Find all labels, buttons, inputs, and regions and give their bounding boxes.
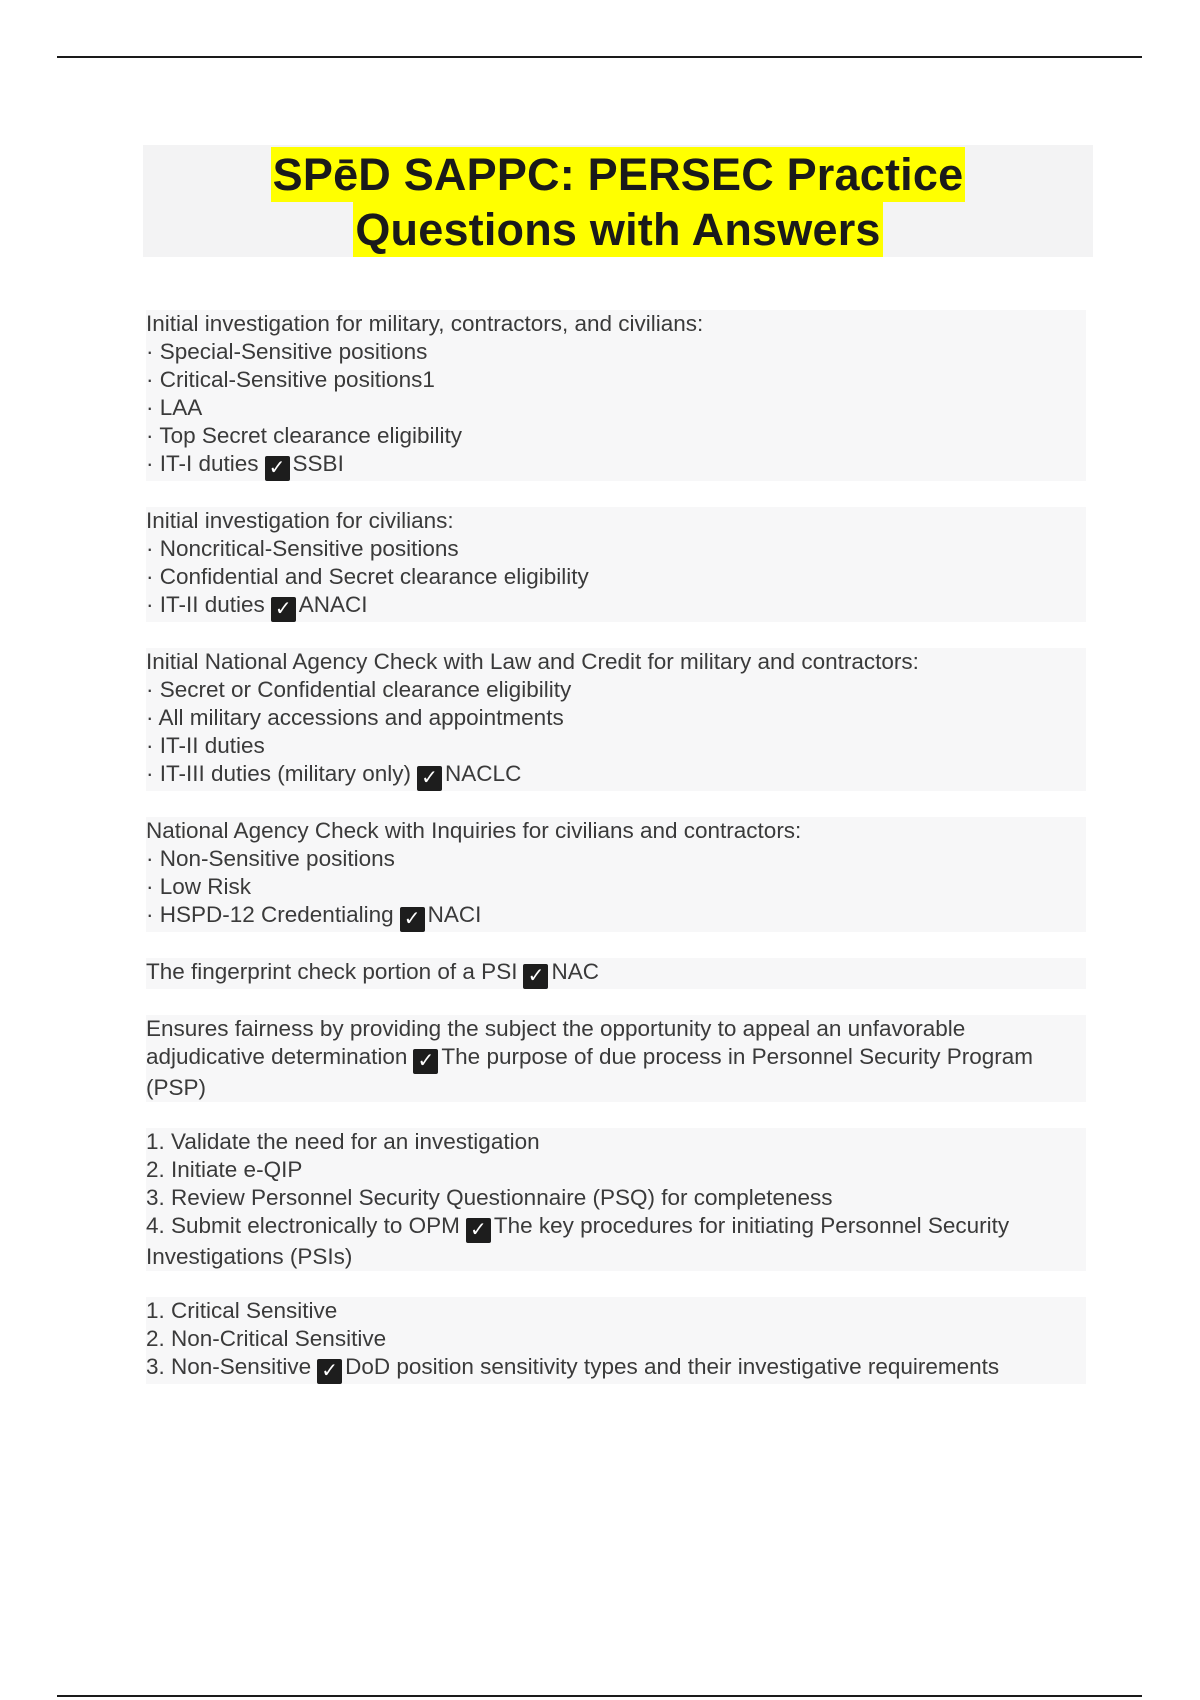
qa-item bbox=[146, 1015, 1096, 1102]
question-text: 1. Critical Sensitive bbox=[146, 1298, 338, 1323]
check-box-icon: ✓ bbox=[271, 597, 296, 622]
question-line bbox=[146, 1297, 1076, 1325]
qa-text bbox=[146, 817, 1086, 932]
check-box-icon: ✓ bbox=[466, 1218, 491, 1243]
question-item-line bbox=[146, 422, 1076, 450]
qa-item bbox=[146, 310, 1096, 481]
question-text: The fingerprint check portion of a PSI bbox=[146, 959, 518, 984]
question-text: · LAA bbox=[146, 395, 203, 420]
question-item-line bbox=[146, 338, 1076, 366]
qa-text bbox=[146, 310, 1086, 481]
question-line bbox=[146, 507, 1076, 535]
question-line bbox=[146, 648, 1076, 676]
question-text: 2. Non-Critical Sensitive bbox=[146, 1326, 387, 1351]
question-text: · Critical-Sensitive positions1 bbox=[146, 367, 435, 392]
question-item-line bbox=[146, 873, 1076, 901]
question-text: adjudicative determination bbox=[146, 1044, 408, 1069]
question-text: · Special-Sensitive positions bbox=[146, 339, 428, 364]
answer-text: The purpose of due process in Personnel Security Program (PSP) bbox=[146, 1044, 1033, 1100]
answer-text: DoD position sensitivity types and their investigative requirements bbox=[345, 1354, 1000, 1379]
answer-text: SSBI bbox=[292, 451, 344, 476]
answer-text: NACLC bbox=[445, 761, 522, 786]
question-item-line bbox=[146, 394, 1076, 422]
question-item-line bbox=[146, 563, 1076, 591]
question-text: · HSPD-12 Credentialing bbox=[146, 902, 394, 927]
qa-text bbox=[146, 1297, 1086, 1384]
question-text: · IT-II duties bbox=[146, 592, 265, 617]
qa-item bbox=[146, 958, 1096, 989]
question-text: 3. Non-Sensitive bbox=[146, 1354, 312, 1379]
qa-text bbox=[146, 507, 1086, 622]
question-text: · Low Risk bbox=[146, 874, 252, 899]
question-item-line bbox=[146, 732, 1076, 760]
question-item-line bbox=[146, 704, 1076, 732]
qa-list bbox=[146, 310, 1096, 1410]
question-text: · Confidential and Secret clearance eligibility bbox=[146, 564, 589, 589]
question-text: · Non-Sensitive positions bbox=[146, 846, 395, 871]
check-box-icon: ✓ bbox=[413, 1049, 438, 1074]
qa-item bbox=[146, 817, 1096, 932]
answer-text: NACI bbox=[427, 902, 482, 927]
qa-item bbox=[146, 1297, 1096, 1384]
question-item-line bbox=[146, 450, 1076, 481]
question-item-line bbox=[146, 1325, 1076, 1353]
question-item-line bbox=[146, 1184, 1076, 1212]
page-title-line-2: Questions with Answers bbox=[355, 204, 881, 255]
question-item-line bbox=[146, 591, 1076, 622]
question-text: 3. Review Personnel Security Questionnaire (PSQ) for completeness bbox=[146, 1185, 833, 1210]
question-item-line bbox=[146, 1156, 1076, 1184]
question-text: · Top Secret clearance eligibility bbox=[146, 423, 462, 448]
question-line bbox=[146, 817, 1076, 845]
question-text: · IT-I duties bbox=[146, 451, 259, 476]
title-box bbox=[143, 145, 1093, 257]
question-text: · IT-III duties (military only) bbox=[146, 761, 412, 786]
check-box-icon: ✓ bbox=[417, 766, 442, 791]
question-text: · IT-II duties bbox=[146, 733, 265, 758]
qa-text bbox=[146, 648, 1086, 791]
page-title-line-1: SPēD SAPPC: PERSEC Practice bbox=[272, 149, 964, 200]
check-box-icon: ✓ bbox=[400, 907, 425, 932]
question-text: Initial investigation for civilians: bbox=[146, 508, 454, 533]
top-rule bbox=[57, 56, 1142, 58]
question-item-line bbox=[146, 1353, 1076, 1384]
answer-text: The key procedures for initiating Personnel Security Investigations (PSIs) bbox=[146, 1213, 1010, 1269]
bottom-rule bbox=[57, 1695, 1142, 1697]
question-text: 1. Validate the need for an investigation bbox=[146, 1129, 540, 1154]
question-text: 4. Submit electronically to OPM bbox=[146, 1213, 460, 1238]
question-line bbox=[146, 310, 1076, 338]
question-item-line bbox=[146, 1212, 1076, 1271]
qa-text bbox=[146, 1128, 1086, 1271]
qa-item bbox=[146, 507, 1096, 622]
question-text: · Secret or Confidential clearance eligibility bbox=[146, 677, 572, 702]
check-box-icon: ✓ bbox=[317, 1359, 342, 1384]
question-text: Initial National Agency Check with Law and Credit for military and contractors: bbox=[146, 649, 919, 674]
question-text: · Noncritical-Sensitive positions bbox=[146, 536, 459, 561]
check-box-icon: ✓ bbox=[265, 456, 290, 481]
question-item-line bbox=[146, 901, 1076, 932]
qa-item bbox=[146, 648, 1096, 791]
question-item-line bbox=[146, 845, 1076, 873]
question-text: Ensures fairness by providing the subject the opportunity to appeal an unfavorable bbox=[146, 1016, 966, 1041]
question-item-line bbox=[146, 366, 1076, 394]
question-text: Initial investigation for military, contractors, and civilians: bbox=[146, 311, 704, 336]
answer-text: ANACI bbox=[298, 592, 368, 617]
question-item-line bbox=[146, 760, 1076, 791]
question-text: · All military accessions and appointments bbox=[146, 705, 564, 730]
question-text: 2. Initiate e-QIP bbox=[146, 1157, 303, 1182]
qa-text bbox=[146, 958, 1086, 989]
question-item-line bbox=[146, 676, 1076, 704]
question-item-line bbox=[146, 535, 1076, 563]
question-line bbox=[146, 1015, 1076, 1043]
check-box-icon: ✓ bbox=[523, 964, 548, 989]
question-text: National Agency Check with Inquiries for civilians and contractors: bbox=[146, 818, 802, 843]
question-item-line bbox=[146, 1043, 1076, 1102]
qa-text bbox=[146, 1015, 1086, 1102]
question-line bbox=[146, 958, 1076, 989]
question-line bbox=[146, 1128, 1076, 1156]
qa-item bbox=[146, 1128, 1096, 1271]
answer-text: NAC bbox=[551, 959, 599, 984]
